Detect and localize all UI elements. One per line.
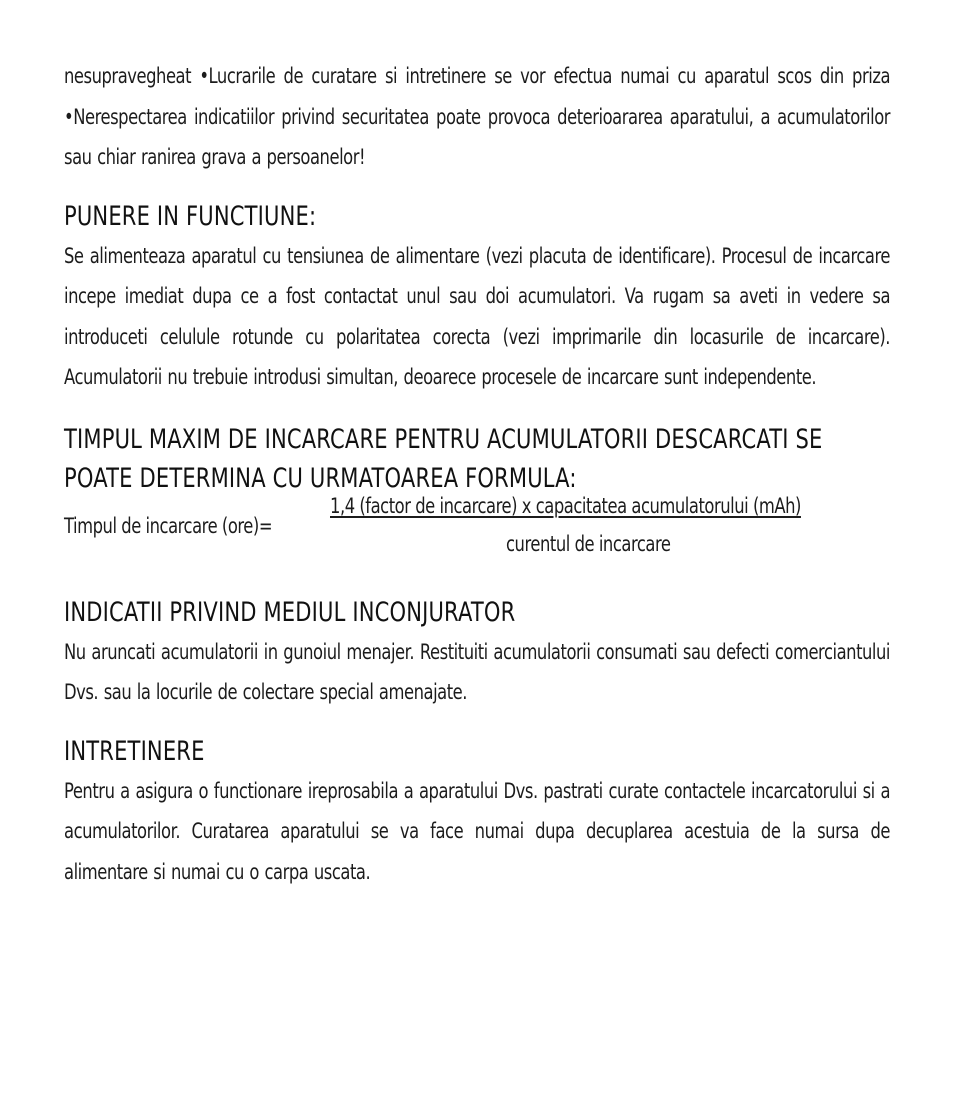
section-heading-intretinere: INTRETINERE	[64, 735, 205, 767]
intretinere-paragraph: Pentru a asigura o functionare ireprosabila a aparatului Dvs. pastrati curate contactele incarcatorului si a acumulatorilor. Curatarea aparatului se va face numai dupa decuplarea acestuia de la sursa de alimentare si numai cu o carpa uscata.	[64, 778, 891, 884]
formula-lhs: Timpul de incarcare (ore)=	[64, 513, 273, 538]
section-heading-mediu: INDICATII PRIVIND MEDIUL INCONJURATOR	[64, 596, 516, 628]
section-heading-punere: PUNERE IN FUNCTIUNE:	[64, 200, 317, 232]
intro-paragraph: nesupravegheat •Lucrarile de curatare si intretinere se vor efectua numai cu aparatul scos din priza •Nerespectarea indicatiilor privind securitatea poate provoca deterioararea aparatului, a acumulatorilor sau chiar ranirea grava a persoanelor!	[64, 64, 891, 169]
formula-numerator: 1,4 (factor de incarcare) x capacitatea acumulatorului (mAh)	[330, 493, 801, 518]
mediu-paragraph: Nu aruncati acumulatorii in gunoiul menajer. Restituiti acumulatorii consumati sau defecti comerciantului Dvs. sau la locurile de colectare special amenajate.	[64, 639, 891, 704]
manual-page	[64, 56, 890, 892]
section-heading-timpul: TIMPUL MAXIM DE INCARCARE PENTRU ACUMULATORII DESCARCATI SE POATE DETERMINA CU URMATOAREA FORMULA:	[64, 423, 823, 494]
formula-denominator: curentul de incarcare	[506, 531, 671, 556]
punere-paragraph: Se alimenteaza aparatul cu tensiunea de alimentare (vezi placuta de identificare). Procesul de incarcare incepe imediat dupa ce a fost contactat unul sau doi acumulatori. Va rugam sa aveti in vedere sa introduceti celulule rotunde cu polaritatea corecta (vezi imprimarile din locasurile de incarcare). Acumulatorii nu trebuie introdusi simultan, deoarece procesele de incarcare sunt independente.	[64, 243, 891, 389]
charging-time-formula	[64, 493, 890, 574]
